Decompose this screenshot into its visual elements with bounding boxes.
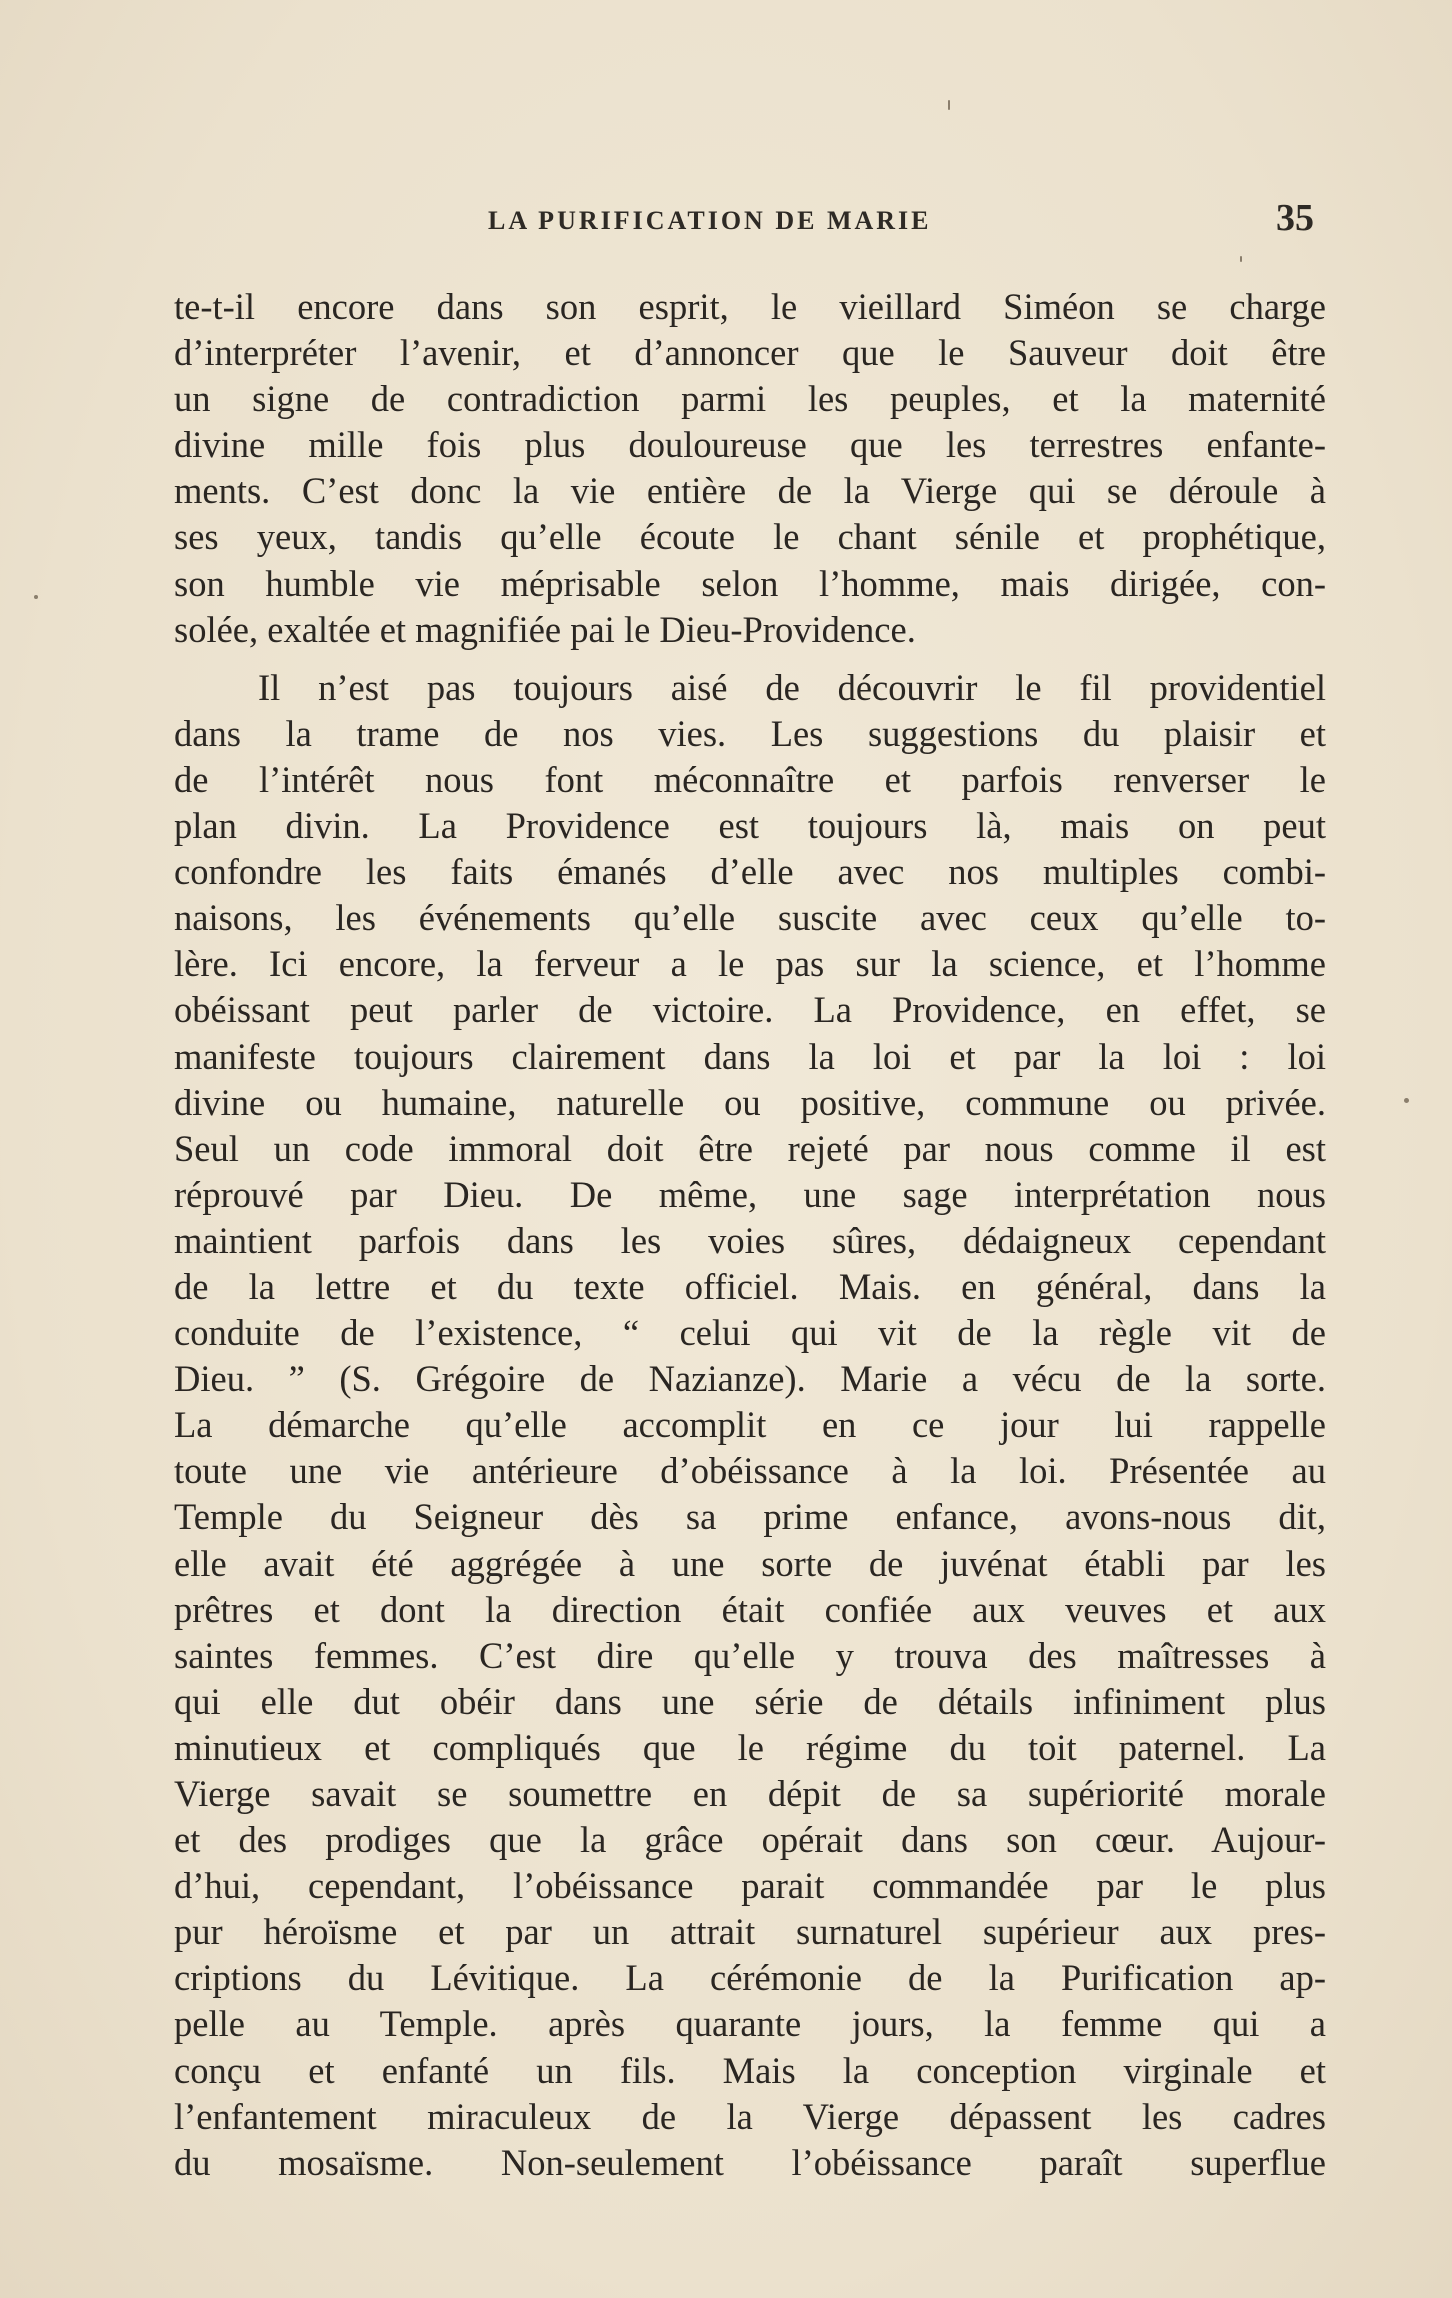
text-line: ments. C’est donc la vie entière de la Vierge qui se déroule à: [174, 470, 1326, 512]
text-line: toute une vie antérieure d’obéissance à la loi. Présentée au: [174, 1450, 1326, 1492]
text-line: ses yeux, tandis qu’elle écoute le chant sénile et prophétique,: [174, 516, 1326, 558]
text-line: pur héroïsme et par un attrait surnaturel supérieur aux pres-: [174, 1911, 1326, 1953]
text-line: confondre les faits émanés d’elle avec nos multiples combi-: [174, 851, 1326, 893]
text-line: dans la trame de nos vies. Les suggestions du plaisir et: [174, 712, 1326, 754]
text-line: l’enfantement miraculeux de la Vierge dépassent les cadres: [174, 2095, 1326, 2137]
text-line: et des prodiges que la grâce opérait dans son cœur. Aujour-: [174, 1819, 1326, 1861]
text-line: solée, exaltée et magnifiée pai le Dieu-Providence.: [174, 608, 916, 650]
text-line: manifeste toujours clairement dans la loi et par la loi : loi: [174, 1035, 1326, 1077]
text-line: lère. Ici encore, la ferveur a le pas sur la science, et l’homme: [174, 943, 1326, 985]
text-line: son humble vie méprisable selon l’homme, mais dirigée, con-: [174, 562, 1326, 604]
page-number: 35: [1276, 197, 1314, 239]
paper-speck: [1240, 256, 1242, 262]
text-line: d’hui, cependant, l’obéissance parait commandée par le plus: [174, 1865, 1326, 1907]
text-line: elle avait été aggrégée à une sorte de juvénat établi par les: [174, 1542, 1326, 1584]
paragraph: [174, 665, 1326, 2186]
text-line: divine mille fois plus douloureuse que les terrestres enfante-: [174, 424, 1326, 466]
text-line: réprouvé par Dieu. De même, une sage interprétation nous: [174, 1173, 1326, 1215]
text-line: Dieu. ” (S. Grégoire de Nazianze). Marie a vécu de la sorte.: [174, 1358, 1326, 1400]
text-line: pelle au Temple. après quarante jours, la femme qui a: [174, 2003, 1326, 2045]
running-title: LA PURIFICATION DE MARIE: [488, 206, 932, 235]
text-line: obéissant peut parler de victoire. La Providence, en effet, se: [174, 989, 1326, 1031]
text-line: prêtres et dont la direction était confiée aux veuves et aux: [174, 1588, 1326, 1630]
text-line: du mosaïsme. Non-seulement l’obéissance paraît superflue: [174, 2141, 1326, 2183]
text-line: conduite de l’existence, “ celui qui vit de la règle vit de: [174, 1312, 1326, 1354]
text-line: Il n’est pas toujours aisé de découvrir le fil providentiel: [258, 666, 1326, 708]
paper-speck: [34, 595, 38, 599]
text-line: te-t-il encore dans son esprit, le vieillard Siméon se charge: [174, 286, 1326, 327]
paragraph-gap: [174, 653, 1326, 665]
text-line: Vierge savait se soumettre en dépit de sa supériorité morale: [174, 1773, 1326, 1814]
text-line: naisons, les événements qu’elle suscite avec ceux qu’elle to-: [174, 897, 1326, 939]
text-line: d’interpréter l’avenir, et d’annoncer que le Sauveur doit être: [174, 332, 1326, 374]
paper-speck: [1404, 1098, 1409, 1103]
paragraph: [174, 284, 1326, 653]
text-line: plan divin. La Providence est toujours là, mais on peut: [174, 805, 1326, 847]
text-line: divine ou humaine, naturelle ou positive, commune ou privée.: [174, 1081, 1326, 1123]
text-line: saintes femmes. C’est dire qu’elle y trouva des maîtresses à: [174, 1634, 1326, 1676]
text-line: de l’intérêt nous font méconnaître et parfois renverser le: [174, 758, 1326, 800]
text-line: minutieux et compliqués que le régime du toit paternel. La: [174, 1726, 1326, 1768]
text-line: criptions du Lévitique. La cérémonie de la Purification ap-: [174, 1957, 1326, 1999]
text-line: La démarche qu’elle accomplit en ce jour lui rappelle: [174, 1404, 1326, 1446]
text-line: un signe de contradiction parmi les peuples, et la maternité: [174, 378, 1326, 420]
text-line: qui elle dut obéir dans une série de détails infiniment plus: [174, 1680, 1326, 1722]
text-line: maintient parfois dans les voies sûres, dédaigneux cependant: [174, 1219, 1326, 1261]
text-line: Temple du Seigneur dès sa prime enfance, avons-nous dit,: [174, 1496, 1326, 1538]
paper-speck: [948, 100, 950, 110]
body-text: [174, 284, 1326, 2186]
text-line: Seul un code immoral doit être rejeté par nous comme il est: [174, 1127, 1326, 1169]
text-line: conçu et enfanté un fils. Mais la conception virginale et: [174, 2049, 1326, 2091]
text-line: de la lettre et du texte officiel. Mais. en général, dans la: [174, 1265, 1326, 1307]
